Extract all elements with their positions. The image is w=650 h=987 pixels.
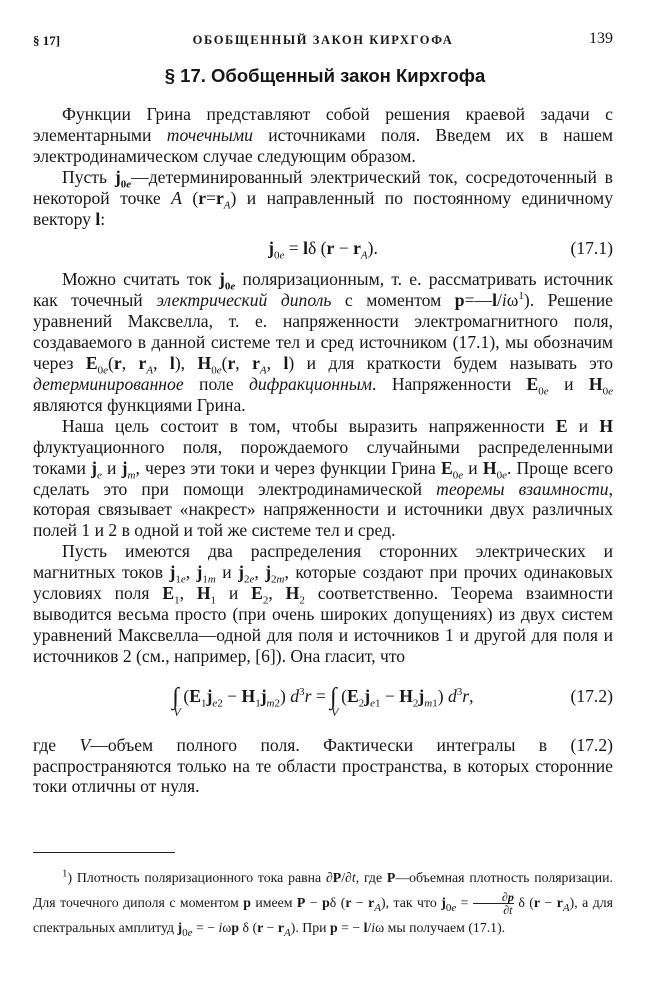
page-number: 139 xyxy=(589,30,613,47)
paragraph-6: где V—объем полного поля. Фактически интегралы в (17.2) распространяются только на те области пространства, в которых сторонние токи отличны от нуля. xyxy=(33,734,613,797)
paragraph-4: Наша цель состоит в том, чтобы выразить напряженности E и H флуктуационного поля, порождаемого случайными распределенными токами $j_e$ и $j_m$, через эти токи и через функции Грина $E_{0e}$ и $H_{0e}$. Проще всего сделать это при помощи электродинамической теоремы взаимности, которая связывает «накрест» напряженности и источники двух различных полей 1 и 2 в одной и той же системе тел и сред. xyxy=(33,415,614,541)
footnote xyxy=(33,866,613,940)
running-header xyxy=(33,30,613,52)
header-running-title: ОБОБЩЕННЫЙ ЗАКОН КИРХГОФА xyxy=(192,33,454,47)
paragraph-5: Пусть имеются два распределения сторонних электрических и магнитных токов $j_{1e}$, $j_{1m}$ и $j_{2e}$, $j_{2m}$, которые создают при прочих одинаковых условиях поля $E_1$, $H_1$ и $E_2$, $H_2$ соответственно. Теорема взаимности выводится весьма просто (при очень широких допущениях) из двух систем уравнений Максвелла—одной для поля и источников 1 и другой для поля и источников 2 (см., например, [6]). Она гласит, что xyxy=(33,541,614,666)
equation-17-1-expression: $j_{0e} = l\delta$ $(r - r_A)$. xyxy=(268,238,378,262)
paragraph-1: Функции Грина представляют собой решения краевой задачи с элементарными точечными источниками поля. Введем их в нашем электродинамическом случае следующим образом. xyxy=(33,104,613,166)
paragraph-3: Можно считать ток $j_{0e}$ поляризационным, т. е. рассматривать источник как точечный электрический диполь с моментом $p=—l/i\omega^1$). Решение уравнений Максвелла, т. е. напряженности электромагнитного поля, создаваемого в данной системе тел и сред источником (17.1), мы обозначим через $E_{0e}(r$, $r_A$, l), $H_{0e}(r$, $r_A$, l) и для краткости будем называть это детерминированное поле дифракционным. Напряженности $E_{0e}$ и $H_{0e}$ являются функциями Грина. xyxy=(33,269,614,415)
equation-17-1-number: (17.1) xyxy=(570,238,613,259)
footnote-text: $^1$) Плотность поляризационного тока равна ∂P/∂t, где P—объемная плотность поляризации. Для точечного диполя с моментом p имеем P − pδ $(r - r_A)$, так что $j_{0e}$ = $\frac{\partial p}{\partial t}$ δ $(r - r_A)$, а для спектральных амплитуд $j_{0e}$ = − iωp δ $(r - r_A)$. При p = − l/iω мы получаем (17.1). xyxy=(33,867,614,939)
main-text xyxy=(33,104,613,797)
equation-17-2-number: (17.2) xyxy=(570,685,613,706)
header-section-ref: § 17] xyxy=(33,33,61,48)
section-title: § 17. Обобщенный закон Кирхгофа xyxy=(164,65,486,86)
equation-17-1 xyxy=(33,238,613,262)
paragraph-2: Пусть $j_{0e}—детерминированный$ электрический ток, сосредоточенный в некоторой точке A $(r=r_A)$ и направленный по постоянному единичному вектору l: xyxy=(33,166,613,229)
equation-17-2-expression: ∫ V $(E_1j_{e2} - H_1j_{m2}) d^3r$ = ∫ V $(E_2j_{e1} - H_2j_{m1})$ $d^3r$, xyxy=(172,683,474,719)
equation-17-2 xyxy=(33,680,613,720)
footnote-divider xyxy=(33,852,175,853)
